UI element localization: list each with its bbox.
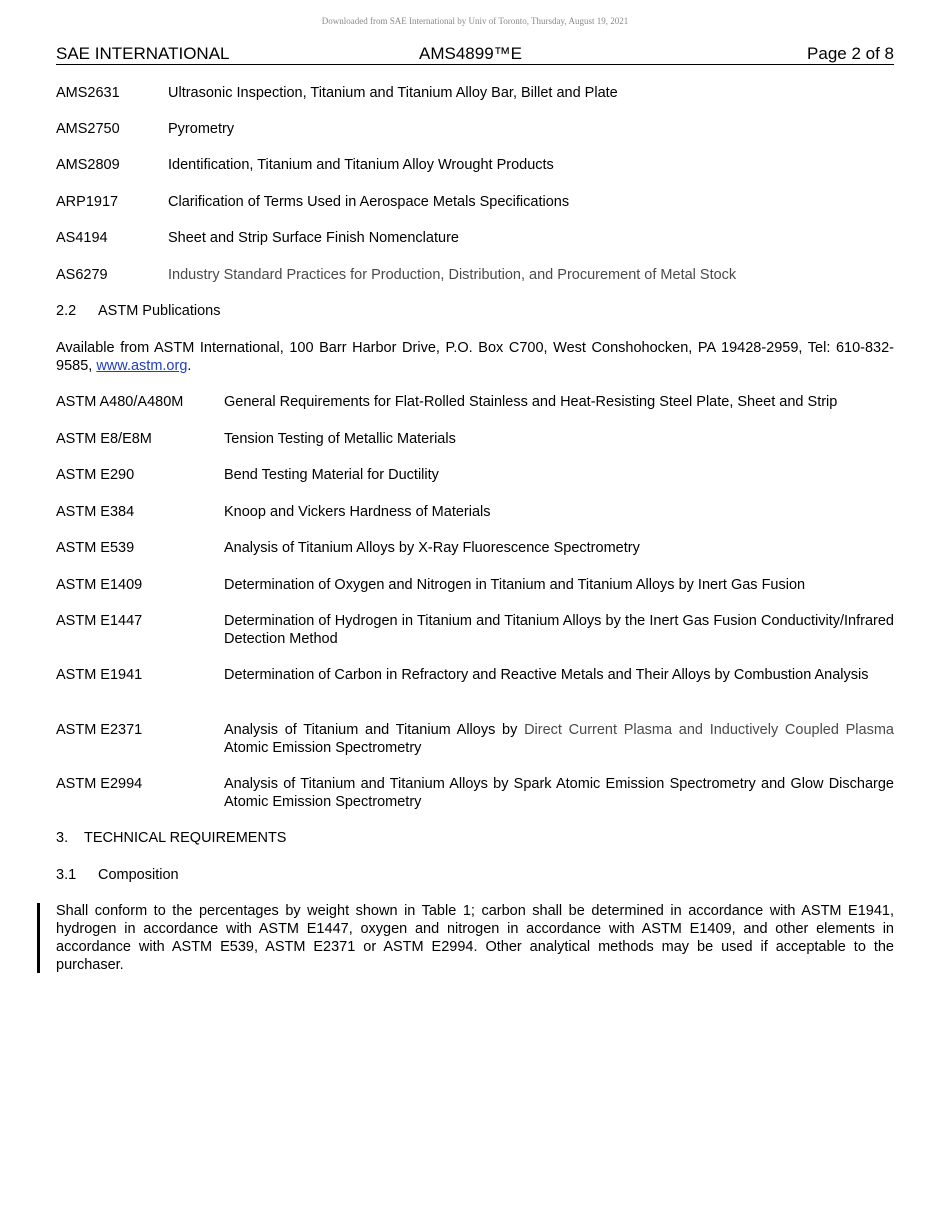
- download-note: Downloaded from SAE International by Univ of Toronto, Thursday, August 19, 2021: [321, 16, 629, 26]
- availability-text: Available from ASTM International, 100 Barr Harbor Drive, P.O. Box C700, West Conshohocken, PA 19428-2959, Tel: 610-832-9585,: [56, 340, 894, 374]
- ref-title: Determination of Carbon in Refractory and Reactive Metals and Their Alloys by Combustion Analysis: [224, 667, 869, 683]
- ref-code: AS4194: [56, 230, 108, 246]
- section-number: 3.: [56, 830, 69, 846]
- section-number: 2.2: [56, 303, 77, 319]
- ref-title: General Requirements for Flat-Rolled Stainless and Heat-Resisting Steel Plate, Sheet and Strip: [224, 394, 838, 410]
- composition-paragraph: Shall conform to the percentages by weight shown in Table 1; carbon shall be determined in accordance with ASTM E1941, hydrogen in accordance with ASTM E1447, oxygen and nitrogen in accordance with ASTM E1409, and other elements in accordance with ASTM E539, ASTM E2371 or ASTM E2994. Other analytical methods may be used if acceptable to the purchaser.: [56, 903, 894, 973]
- ref-title: Analysis of Titanium Alloys by X-Ray Fluorescence Spectrometry: [224, 540, 640, 556]
- ref-code: AS6279: [56, 267, 108, 283]
- ref-title: Pyrometry: [168, 121, 235, 137]
- ref-title: Bend Testing Material for Ductility: [224, 467, 439, 483]
- section-title: TECHNICAL REQUIREMENTS: [84, 830, 287, 846]
- section-title: ASTM Publications: [98, 303, 221, 319]
- ref-title: Determination of Hydrogen in Titanium and Titanium Alloys by the Inert Gas Fusion Conductivity/Infrared Detection Method: [224, 613, 894, 647]
- ref-code: ARP1917: [56, 194, 119, 210]
- ref-code: ASTM E384: [56, 504, 135, 520]
- ref-code: AMS2631: [56, 85, 120, 101]
- ref-title: Determination of Oxygen and Nitrogen in Titanium and Titanium Alloys by Inert Gas Fusion: [224, 577, 806, 593]
- ref-title: Industry Standard Practices for Production, Distribution, and Procurement of Metal Stock: [168, 267, 737, 283]
- ref-title: [224, 721, 894, 757]
- astm-availability-paragraph: [56, 339, 894, 375]
- ref-code: ASTM A480/A480M: [56, 394, 184, 410]
- ref-code: AMS2809: [56, 157, 120, 173]
- ref-title: Identification, Titanium and Titanium Alloy Wrought Products: [168, 157, 554, 173]
- revision-change-bar: [37, 903, 40, 973]
- ref-title-part-b: Direct Current Plasma and Inductively Coupled Plasma: [524, 722, 894, 738]
- ref-code: AMS2750: [56, 121, 120, 137]
- header-doc-id: AMS4899™E: [419, 44, 522, 63]
- ref-code: ASTM E8/E8M: [56, 431, 152, 447]
- header-org: SAE INTERNATIONAL: [56, 44, 230, 63]
- header-page-number: Page 2 of 8: [807, 44, 894, 63]
- ref-code: ASTM E1409: [56, 577, 143, 593]
- ref-code: ASTM E290: [56, 467, 135, 483]
- ref-code: ASTM E1447: [56, 613, 143, 629]
- ref-code: ASTM E2371: [56, 722, 143, 738]
- ref-title-part-a: Analysis of Titanium and Titanium Alloys by: [224, 722, 525, 738]
- ref-title: Tension Testing of Metallic Materials: [224, 431, 456, 447]
- section-number: 3.1: [56, 867, 77, 883]
- section-title: Composition: [98, 867, 179, 883]
- ref-title: Analysis of Titanium and Titanium Alloys by Spark Atomic Emission Spectrometry and Glow Discharge Atomic Emission Spectrometry: [224, 776, 894, 810]
- page-header: [56, 44, 894, 65]
- ref-code: ASTM E1941: [56, 667, 143, 683]
- ref-title: Ultrasonic Inspection, Titanium and Titanium Alloy Bar, Billet and Plate: [168, 85, 618, 101]
- ref-title: Clarification of Terms Used in Aerospace Metals Specifications: [168, 194, 570, 210]
- ref-code: ASTM E2994: [56, 776, 143, 792]
- ref-title: Sheet and Strip Surface Finish Nomenclature: [168, 230, 459, 246]
- availability-period: .: [187, 358, 192, 374]
- ref-title-part-c: Atomic Emission Spectrometry: [224, 740, 422, 756]
- ref-code: ASTM E539: [56, 540, 135, 556]
- ref-title: Knoop and Vickers Hardness of Materials: [224, 504, 491, 520]
- astm-website-link[interactable]: www.astm.org: [96, 358, 188, 374]
